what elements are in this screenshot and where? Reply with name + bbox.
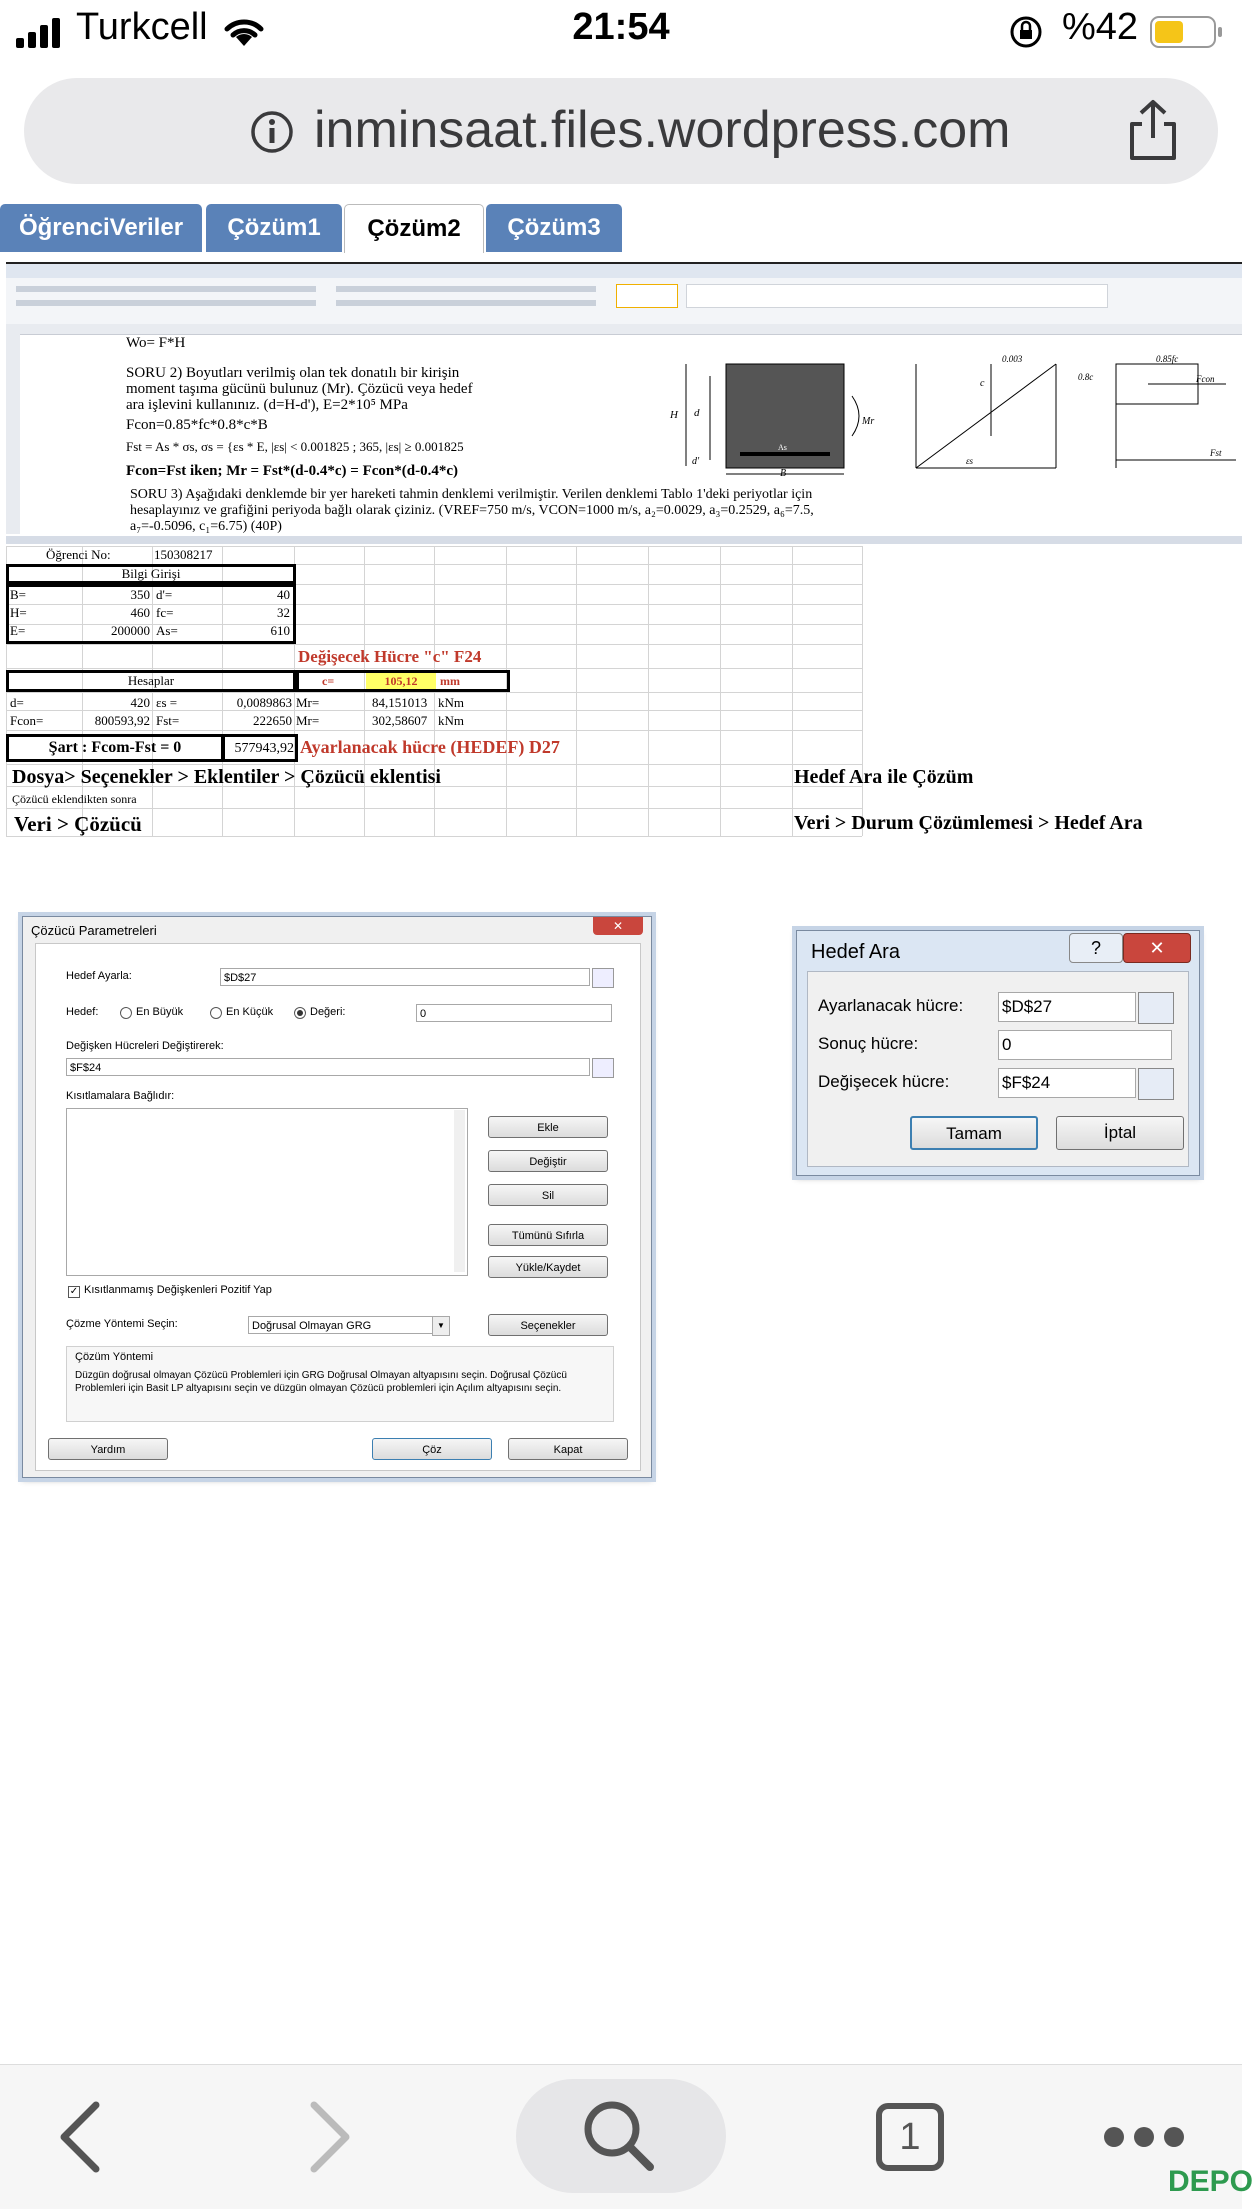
radio-en-buyuk[interactable] <box>120 1007 132 1019</box>
search-button[interactable] <box>516 2079 726 2193</box>
range-picker-icon[interactable] <box>592 1058 614 1078</box>
sonuc-label: Sonuç hücre: <box>818 1034 919 1053</box>
input-b-label[interactable]: B= <box>10 587 27 602</box>
grid-col-line <box>792 546 793 836</box>
fig-label-as: As <box>778 443 787 452</box>
fig-label-fst: Fst <box>1210 448 1222 458</box>
sil-button[interactable]: Sil <box>488 1184 608 1206</box>
radio-en-buyuk-label: En Büyük <box>136 1006 184 1018</box>
ayarlanacak-note: Ayarlanacak hücre (HEDEF) D27 <box>300 737 560 757</box>
bilgi-header[interactable]: Bilgi Girişi <box>121 566 181 581</box>
fig-label-eps: εs <box>966 456 974 466</box>
calc-mr2-label[interactable]: Mr= <box>296 713 320 728</box>
word-ribbon <box>6 278 1242 325</box>
degisken-label: Değişken Hücreleri Değiştirerek: <box>66 1040 224 1052</box>
constraints-list[interactable] <box>66 1108 468 1276</box>
info-icon[interactable] <box>250 110 294 154</box>
calc-mr1-value[interactable]: 84,151013 <box>372 695 428 710</box>
veri-cozucu-path: Veri > Çözücü <box>14 812 142 836</box>
grid-row-line <box>6 692 862 693</box>
ayarlanacak-label: Ayarlanacak hücre: <box>818 996 964 1015</box>
group-description: Düzgün doğrusal olmayan Çözücü Problemleri için GRG Doğrusal Olmayan altyapısını seçin. Doğrusal Çözücü Problemleri için Basit LP altyapısını seçin ve düzgün olmayan Çözücü problemleri için Açılım altyapısını seçin. <box>75 1370 567 1394</box>
grid-row-line <box>6 808 862 809</box>
range-picker-icon[interactable] <box>592 968 614 988</box>
degisecek-label: Değişecek hücre: <box>818 1072 950 1091</box>
solver-dialog-title: Çözücü Parametreleri <box>31 923 157 938</box>
forward-arrow-icon[interactable] <box>306 2101 354 2173</box>
chevron-down-icon[interactable]: ▼ <box>432 1316 450 1336</box>
clock-time: 21:54 <box>572 6 670 48</box>
constraints-scrollbar[interactable] <box>454 1110 465 1272</box>
sonuc-input[interactable]: 0 <box>998 1030 1172 1060</box>
word-status-bar <box>6 536 1242 544</box>
input-fc-label[interactable]: fc= <box>156 605 174 620</box>
goal-seek-dialog <box>796 930 1200 1176</box>
calc-fcon-value[interactable]: 800593,92 <box>94 713 150 728</box>
calc-mr2-unit[interactable]: kNm <box>438 713 464 728</box>
cozum-yontemi-group <box>66 1346 614 1422</box>
grid-row-line <box>6 644 862 645</box>
kisit-label: Kısıtlamalara Bağlıdır: <box>66 1090 175 1102</box>
ekle-button[interactable]: Ekle <box>488 1116 608 1138</box>
calc-fst-value[interactable]: 222650 <box>253 713 292 728</box>
solver-dialog-body <box>35 943 641 1471</box>
calc-d-label[interactable]: d= <box>10 695 24 710</box>
tab-cozum2[interactable]: Çözüm2 <box>344 204 484 253</box>
yontem-select[interactable]: Doğrusal Olmayan GRG <box>248 1316 446 1334</box>
tab-ogrenciveriler[interactable]: ÖğrenciVeriler <box>0 204 202 252</box>
c-unit[interactable]: mm <box>440 674 460 688</box>
c-value[interactable]: 105,12 <box>384 674 418 688</box>
fig-label-d: d <box>694 407 700 419</box>
radio-en-kucuk[interactable] <box>210 1007 222 1019</box>
hedef-ayarla-label: Hedef Ayarla: <box>66 970 132 982</box>
calc-mr2-value[interactable]: 302,58607 <box>372 713 428 728</box>
dosya-instructions: Dosya> Seçenekler > Eklentiler > Çözücü eklentisi <box>12 766 441 788</box>
grid-row-line <box>6 546 862 547</box>
ogrenci-label[interactable]: Öğrenci No: <box>46 547 111 562</box>
degeri-input[interactable]: 0 <box>416 1004 612 1022</box>
carrier-name: Turkcell <box>76 6 208 48</box>
input-b-value[interactable]: 350 <box>130 587 150 602</box>
radio-en-kucuk-label: En Küçük <box>226 1006 274 1018</box>
url-text[interactable]: inminsaat.files.wordpress.com <box>314 101 1011 159</box>
tab-cozum3[interactable]: Çözüm3 <box>486 204 622 252</box>
calc-mr1-label[interactable]: Mr= <box>296 695 320 710</box>
tab-count-button[interactable]: 1 <box>876 2103 944 2171</box>
input-e-label[interactable]: E= <box>10 623 26 638</box>
status-bar <box>0 0 1242 62</box>
search-icon <box>580 2099 660 2175</box>
calc-mr1-unit[interactable]: kNm <box>438 695 464 710</box>
group-title: Çözüm Yöntemi <box>75 1351 154 1363</box>
iptal-button[interactable]: İptal <box>1056 1116 1184 1150</box>
yardim-button[interactable]: Yardım <box>48 1438 168 1460</box>
range-picker-icon[interactable] <box>1138 992 1174 1024</box>
grid-row-line <box>6 764 862 765</box>
calc-es-label[interactable]: εs = <box>156 695 178 710</box>
battery-percentage: %42 <box>1062 6 1139 48</box>
soru3-line2: hesaplayınız ve grafiğini periyoda bağlı olarak çiziniz. (VREF=750 m/s, VCON=1000 m/s, a₂=0.0029, a₃=0.2529, a₆=7.5, <box>130 503 814 518</box>
hedef-label: Hedef: <box>66 1006 99 1018</box>
fig-label-c: c <box>980 378 985 389</box>
grid-col-line <box>576 546 577 836</box>
beam-section-figure <box>666 356 1242 478</box>
grid-col-line <box>648 546 649 836</box>
back-arrow-icon[interactable] <box>56 2101 104 2173</box>
input-e-value[interactable]: 200000 <box>111 623 150 638</box>
input-as-label[interactable]: As= <box>156 623 178 638</box>
input-as-value[interactable]: 610 <box>270 623 290 638</box>
fig-label-h: H <box>670 409 678 421</box>
veri-durum-path: Veri > Durum Çözümlemesi > Hedef Ara <box>794 812 1143 834</box>
share-icon[interactable] <box>1126 98 1180 162</box>
fst-equation: Fst = As * σs, σs = {εs * E, |εs| < 0.001825 ; 365, |εs| ≥ 0.001825 <box>126 439 464 454</box>
word-document-preview <box>6 262 1242 546</box>
ribbon-tab-strip <box>6 264 1242 278</box>
soru2-line3: ara işlevini kullanınız. (d=H-d'), E=2*10⁵ MPa <box>126 397 408 413</box>
soru2-line2: moment taşıma gücünü bulunuz (Mr). Çözücü veya hedef <box>126 381 473 397</box>
degistir-button[interactable]: Değiştir <box>488 1150 608 1172</box>
fig-label-b: B <box>780 468 787 479</box>
input-dprime-label[interactable]: d'= <box>156 587 173 602</box>
sart-value[interactable]: 577943,92 <box>234 741 294 756</box>
soru2-line1: SORU 2) Boyutları verilmiş olan tek donatılı bir kirişin <box>126 365 460 381</box>
watermark-logo: DEPO <box>1168 2165 1253 2198</box>
solver-parameters-dialog <box>22 916 652 1478</box>
radio-degeri-label: Değeri: <box>310 1006 346 1018</box>
vertical-ruler <box>6 334 20 534</box>
orientation-lock-icon <box>1008 14 1044 50</box>
calc-fst-label[interactable]: Fst= <box>156 713 180 728</box>
fig-label-fcon: Fcon <box>1196 374 1215 384</box>
degisecek-input[interactable]: $F$24 <box>998 1068 1136 1098</box>
c-label[interactable]: c= <box>322 674 335 688</box>
checkbox-pozitif[interactable]: ✓ <box>69 1286 79 1297</box>
grid-col-line <box>720 546 721 836</box>
soru3-line3: a₇=-0.5096, c₁=6.75) (40P) <box>130 519 282 534</box>
ruler <box>6 324 1242 335</box>
yukle-kaydet-button[interactable]: Yükle/Kaydet <box>488 1256 608 1278</box>
degisecek-note: Değişecek Hücre "c" F24 <box>298 647 482 666</box>
sart-label[interactable]: Şart : Fcom-Fst = 0 <box>48 739 182 756</box>
checkbox-pozitif-label: Kısıtlanmamış Değişkenleri Pozitif Yap <box>84 1284 272 1296</box>
range-picker-icon[interactable] <box>1138 1068 1174 1100</box>
close-icon[interactable]: ✕ <box>593 917 643 935</box>
input-h-value[interactable]: 460 <box>130 605 150 620</box>
tumunu-sifirla-button[interactable]: Tümünü Sıfırla <box>488 1224 608 1246</box>
goal-seek-body <box>807 971 1189 1167</box>
tab-cozum1[interactable]: Çözüm1 <box>206 204 342 252</box>
ayarlanacak-input[interactable]: $D$27 <box>998 992 1136 1022</box>
hesaplar-header[interactable]: Hesaplar <box>127 673 175 688</box>
coz-button[interactable]: Çöz <box>372 1438 492 1460</box>
close-icon[interactable]: ✕ <box>1123 933 1191 963</box>
input-h-label[interactable]: H= <box>10 605 27 620</box>
browser-toolbar <box>0 2064 1253 2209</box>
degisken-input[interactable]: $F$24 <box>66 1058 590 1076</box>
hedef-ayarla-input[interactable]: $D$27 <box>220 968 590 986</box>
battery-icon <box>1150 16 1224 48</box>
fig-label-0003: 0.003 <box>1002 354 1023 364</box>
fig-label-dprime: d' <box>692 456 700 467</box>
radio-degeri[interactable] <box>294 1007 306 1019</box>
fig-label-08c: 0.8c <box>1078 372 1094 382</box>
secenekler-button[interactable]: Seçenekler <box>488 1314 608 1336</box>
calc-d-value[interactable]: 420 <box>130 695 150 710</box>
fig-label-mr: Mr <box>862 416 875 427</box>
grid-row-line <box>6 668 862 669</box>
input-dprime-value[interactable]: 40 <box>277 587 290 602</box>
cozucu-eklendikten: Çözücü eklendikten sonra <box>12 792 137 806</box>
doc-line-wo: Wo= F*H <box>126 335 186 351</box>
soru3-line1: SORU 3) Aşağıdaki denklemde bir yer hareketi tahmin denklemi verilmiştir. Verilen denklemi Tablo 1'deki periyotlar için <box>130 487 813 502</box>
fig-label-085fc: 0.85fc <box>1156 354 1179 364</box>
kapat-button[interactable]: Kapat <box>508 1438 628 1460</box>
more-dots-icon[interactable] <box>1102 2125 1186 2149</box>
input-fc-value[interactable]: 32 <box>277 605 290 620</box>
goal-seek-title: Hedef Ara <box>811 941 900 963</box>
calc-fcon-label[interactable]: Fcon= <box>10 713 44 728</box>
calc-es-value[interactable]: 0,0089863 <box>236 695 292 710</box>
mr-equation: Fcon=Fst iken; Mr = Fst*(d-0.4*c) = Fcon*(d-0.4*c) <box>126 463 458 479</box>
address-bar[interactable] <box>24 78 1218 184</box>
grid-col-line <box>862 546 863 836</box>
hedef-ara-title: Hedef Ara ile Çözüm <box>794 766 974 788</box>
tamam-button[interactable]: Tamam <box>910 1116 1038 1150</box>
ogrenci-no[interactable]: 150308217 <box>154 547 213 562</box>
help-icon[interactable]: ? <box>1069 933 1123 963</box>
fcon-equation: Fcon=0.85*fc*0.8*c*B <box>126 417 268 433</box>
yontem-label: Çözme Yöntemi Seçin: <box>66 1318 178 1330</box>
grid-row-line <box>6 730 862 731</box>
